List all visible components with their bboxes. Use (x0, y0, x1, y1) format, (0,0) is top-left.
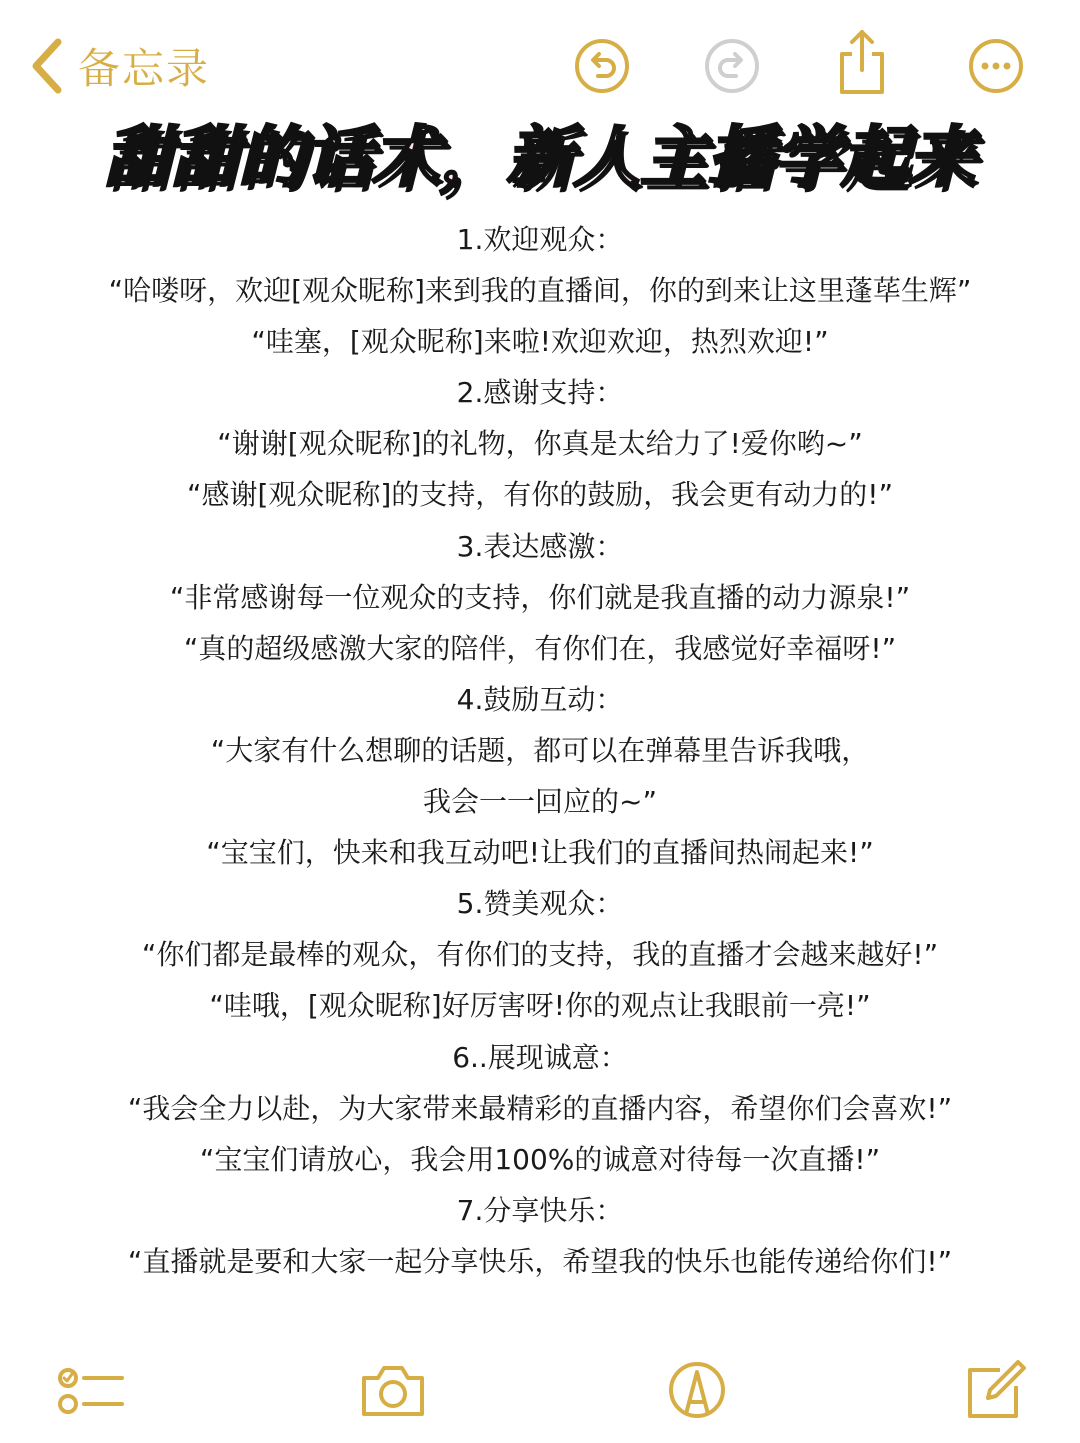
camera-button[interactable] (358, 1358, 428, 1422)
note-line: 5.赞美观众： (456, 887, 624, 921)
note-line: 我会一一回应的~” (423, 785, 657, 819)
back-button[interactable] (28, 34, 210, 98)
checklist-icon (56, 1358, 126, 1422)
note-line: 6..展现诚意： (452, 1040, 628, 1074)
note-line: “哇塞，[观众昵称]来啦!欢迎欢迎，热烈欢迎!” (251, 325, 829, 359)
note-line: “真的超级感激大家的陪伴，有你们在，我感觉好幸福呀!” (183, 631, 897, 665)
note-line: “感谢[观众昵称]的支持，有你的鼓励，我会更有动力的!” (186, 478, 894, 512)
note-line: “谢谢[观众昵称]的礼物，你真是太给力了!爱你哟~” (217, 427, 863, 461)
note-line: “直播就是要和大家一起分享快乐，希望我的快乐也能传递给你们!” (127, 1244, 953, 1278)
navigation-bar (0, 0, 1080, 110)
note-line: “大家有什么想聊的话题，都可以在弹幕里告诉我哦， (210, 733, 870, 767)
note-body[interactable] (0, 214, 1080, 1287)
compose-button[interactable] (960, 1358, 1030, 1422)
bottom-toolbar (0, 1350, 1080, 1430)
note-headline: 甜甜的话术，新人主播学起来 (104, 119, 976, 196)
note-line: 2.感谢支持： (456, 376, 624, 410)
checklist-button[interactable] (56, 1358, 126, 1422)
note-line: 7.分享快乐： (456, 1193, 624, 1227)
share-icon (832, 28, 892, 96)
markup-button[interactable] (662, 1358, 732, 1422)
note-line: “你们都是最棒的观众，有你们的支持，我的直播才会越来越好!” (141, 938, 939, 972)
note-line: “哇哦，[观众昵称]好厉害呀!你的观点让我眼前一亮!” (209, 989, 871, 1023)
share-button[interactable] (832, 28, 892, 96)
undo-icon (572, 36, 632, 96)
compose-icon (960, 1358, 1030, 1422)
undo-button[interactable] (572, 36, 632, 96)
more-button[interactable] (966, 36, 1026, 96)
more-icon (966, 36, 1026, 96)
back-label: 备忘录 (78, 44, 211, 93)
note-line: 1.欢迎观众： (456, 223, 624, 256)
redo-icon (702, 36, 762, 96)
note-line: “哈喽呀，欢迎[观众昵称]来到我的直播间，你的到来让这里蓬荜生辉” (108, 274, 972, 308)
camera-icon (358, 1358, 428, 1422)
chevron-left-icon (28, 38, 64, 94)
note-line: “宝宝们，快来和我互动吧!让我们的直播间热闹起来!” (206, 836, 874, 870)
redo-button[interactable] (702, 36, 762, 96)
note-line: “我会全力以赴，为大家带来最精彩的直播内容，希望你们会喜欢!” (127, 1091, 953, 1125)
note-line: 4.鼓励互动： (456, 682, 624, 716)
note-line: “非常感谢每一位观众的支持，你们就是我直播的动力源泉!” (169, 580, 911, 614)
markup-icon (662, 1358, 732, 1422)
note-line: 3.表达感激： (456, 529, 624, 563)
note-line: “宝宝们请放心，我会用100%的诚意对待每一次直播!” (199, 1142, 881, 1176)
